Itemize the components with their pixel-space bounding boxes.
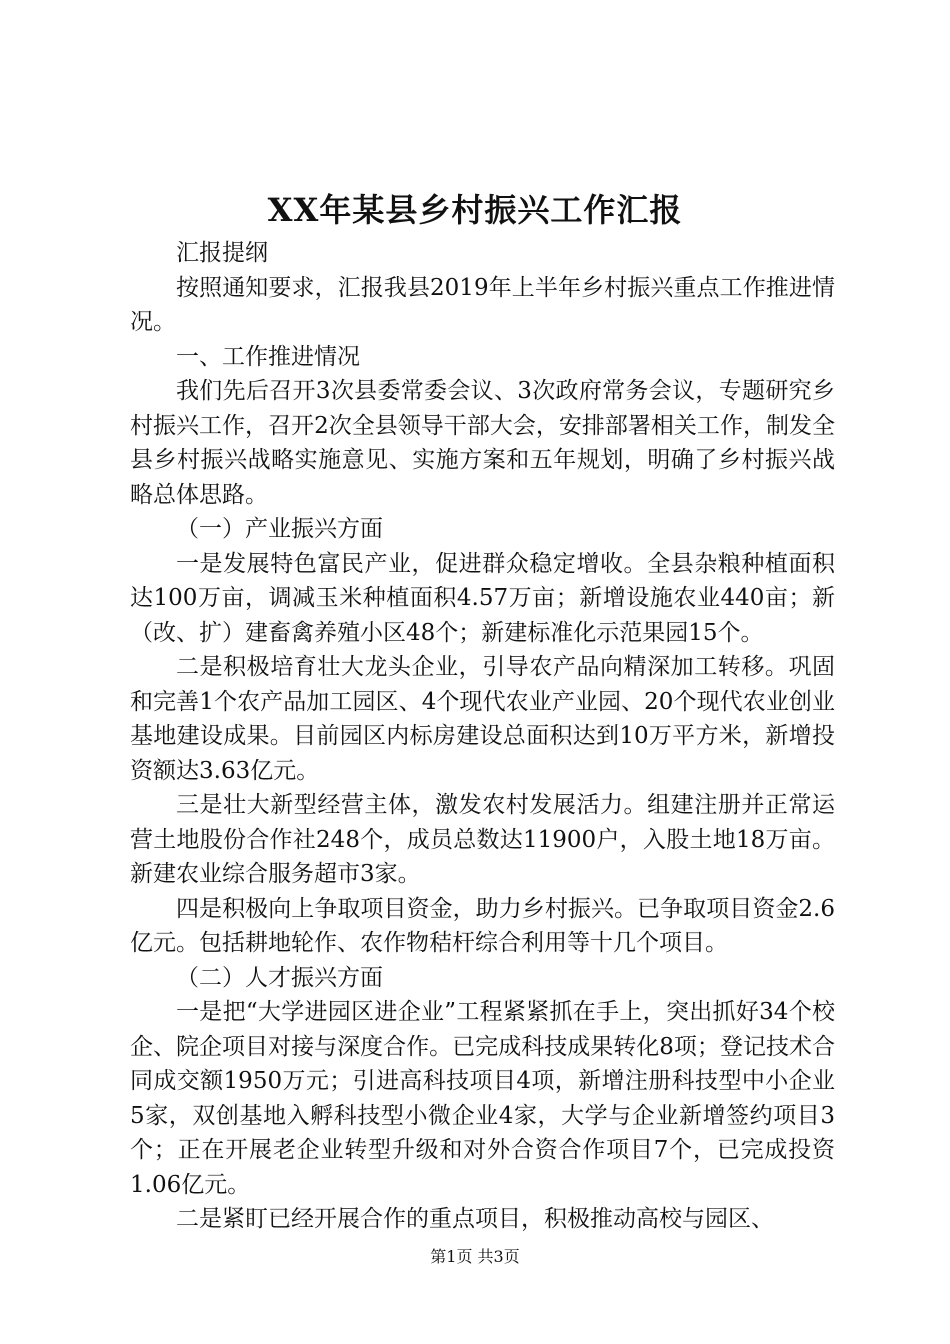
- paragraph-industry-4: 四是积极向上争取项目资金，助力乡村振兴。已争取项目资金2.6亿元。包括耕地轮作、农作物秸杆综合利用等十几个项目。: [130, 895, 835, 956]
- subsection-heading-talent: （二）人才振兴方面: [176, 964, 383, 991]
- page-footer: 第1页 共3页: [430, 1247, 520, 1266]
- paragraph-industry-3: 三是壮大新型经营主体，激发农村发展活力。组建注册并正常运营土地股份合作社248个，成员总数达11900户，入股土地18万亩。新建农业综合服务超市3家。: [130, 792, 835, 887]
- paragraph-industry-2: 二是积极培育壮大龙头企业，引导农产品向精深加工转移。巩固和完善1个农产品加工园区、4个现代农业产业园、20个现代农业创业基地建设成果。目前园区内标房建设总面积达到10万平方米，新增投资额达3.63亿元。: [130, 654, 835, 784]
- section-heading-work-progress: 一、工作推进情况: [176, 343, 360, 370]
- paragraph-talent-1: 一是把“大学进园区进企业”工程紧紧抓在手上，突出抓好34个校企、院企项目对接与深度合作。已完成科技成果转化8项；登记技术合同成交额1950万元；引进高科技项目4项，新增注册科技型中小企业5家，双创基地入孵科技型小微企业4家，大学与企业新增签约项目3个；正在开展老企业转型升级和对外合资合作项目7个，已完成投资1.06亿元。: [130, 999, 835, 1198]
- paragraph-talent-2: 二是紧盯已经开展合作的重点项目，积极推动高校与园区、: [176, 1206, 774, 1232]
- paragraph-intro: 按照通知要求，汇报我县2019年上半年乡村振兴重点工作推进情况。: [130, 274, 835, 335]
- document-title: XX年某县乡村振兴工作汇报: [267, 191, 683, 229]
- paragraph-outline-label: 汇报提纲: [176, 240, 268, 266]
- paragraph-industry-1: 一是发展特色富民产业，促进群众稳定增收。全县杂粮种植面积达100万亩，调减玉米种植面积4.57万亩；新增设施农业440亩；新（改、扩）建畜禽养殖小区48个；新建标准化示范果园15个。: [130, 550, 835, 646]
- paragraph-meetings: 我们先后召开3次县委常委会议、3次政府常务会议，专题研究乡村振兴工作，召开2次全县领导干部大会，安排部署相关工作，制发全县乡村振兴战略实施意见、实施方案和五年规划，明确了乡村振兴战略总体思路。: [130, 378, 835, 508]
- document-body: [130, 236, 835, 1237]
- subsection-heading-industry: （一）产业振兴方面: [176, 516, 383, 542]
